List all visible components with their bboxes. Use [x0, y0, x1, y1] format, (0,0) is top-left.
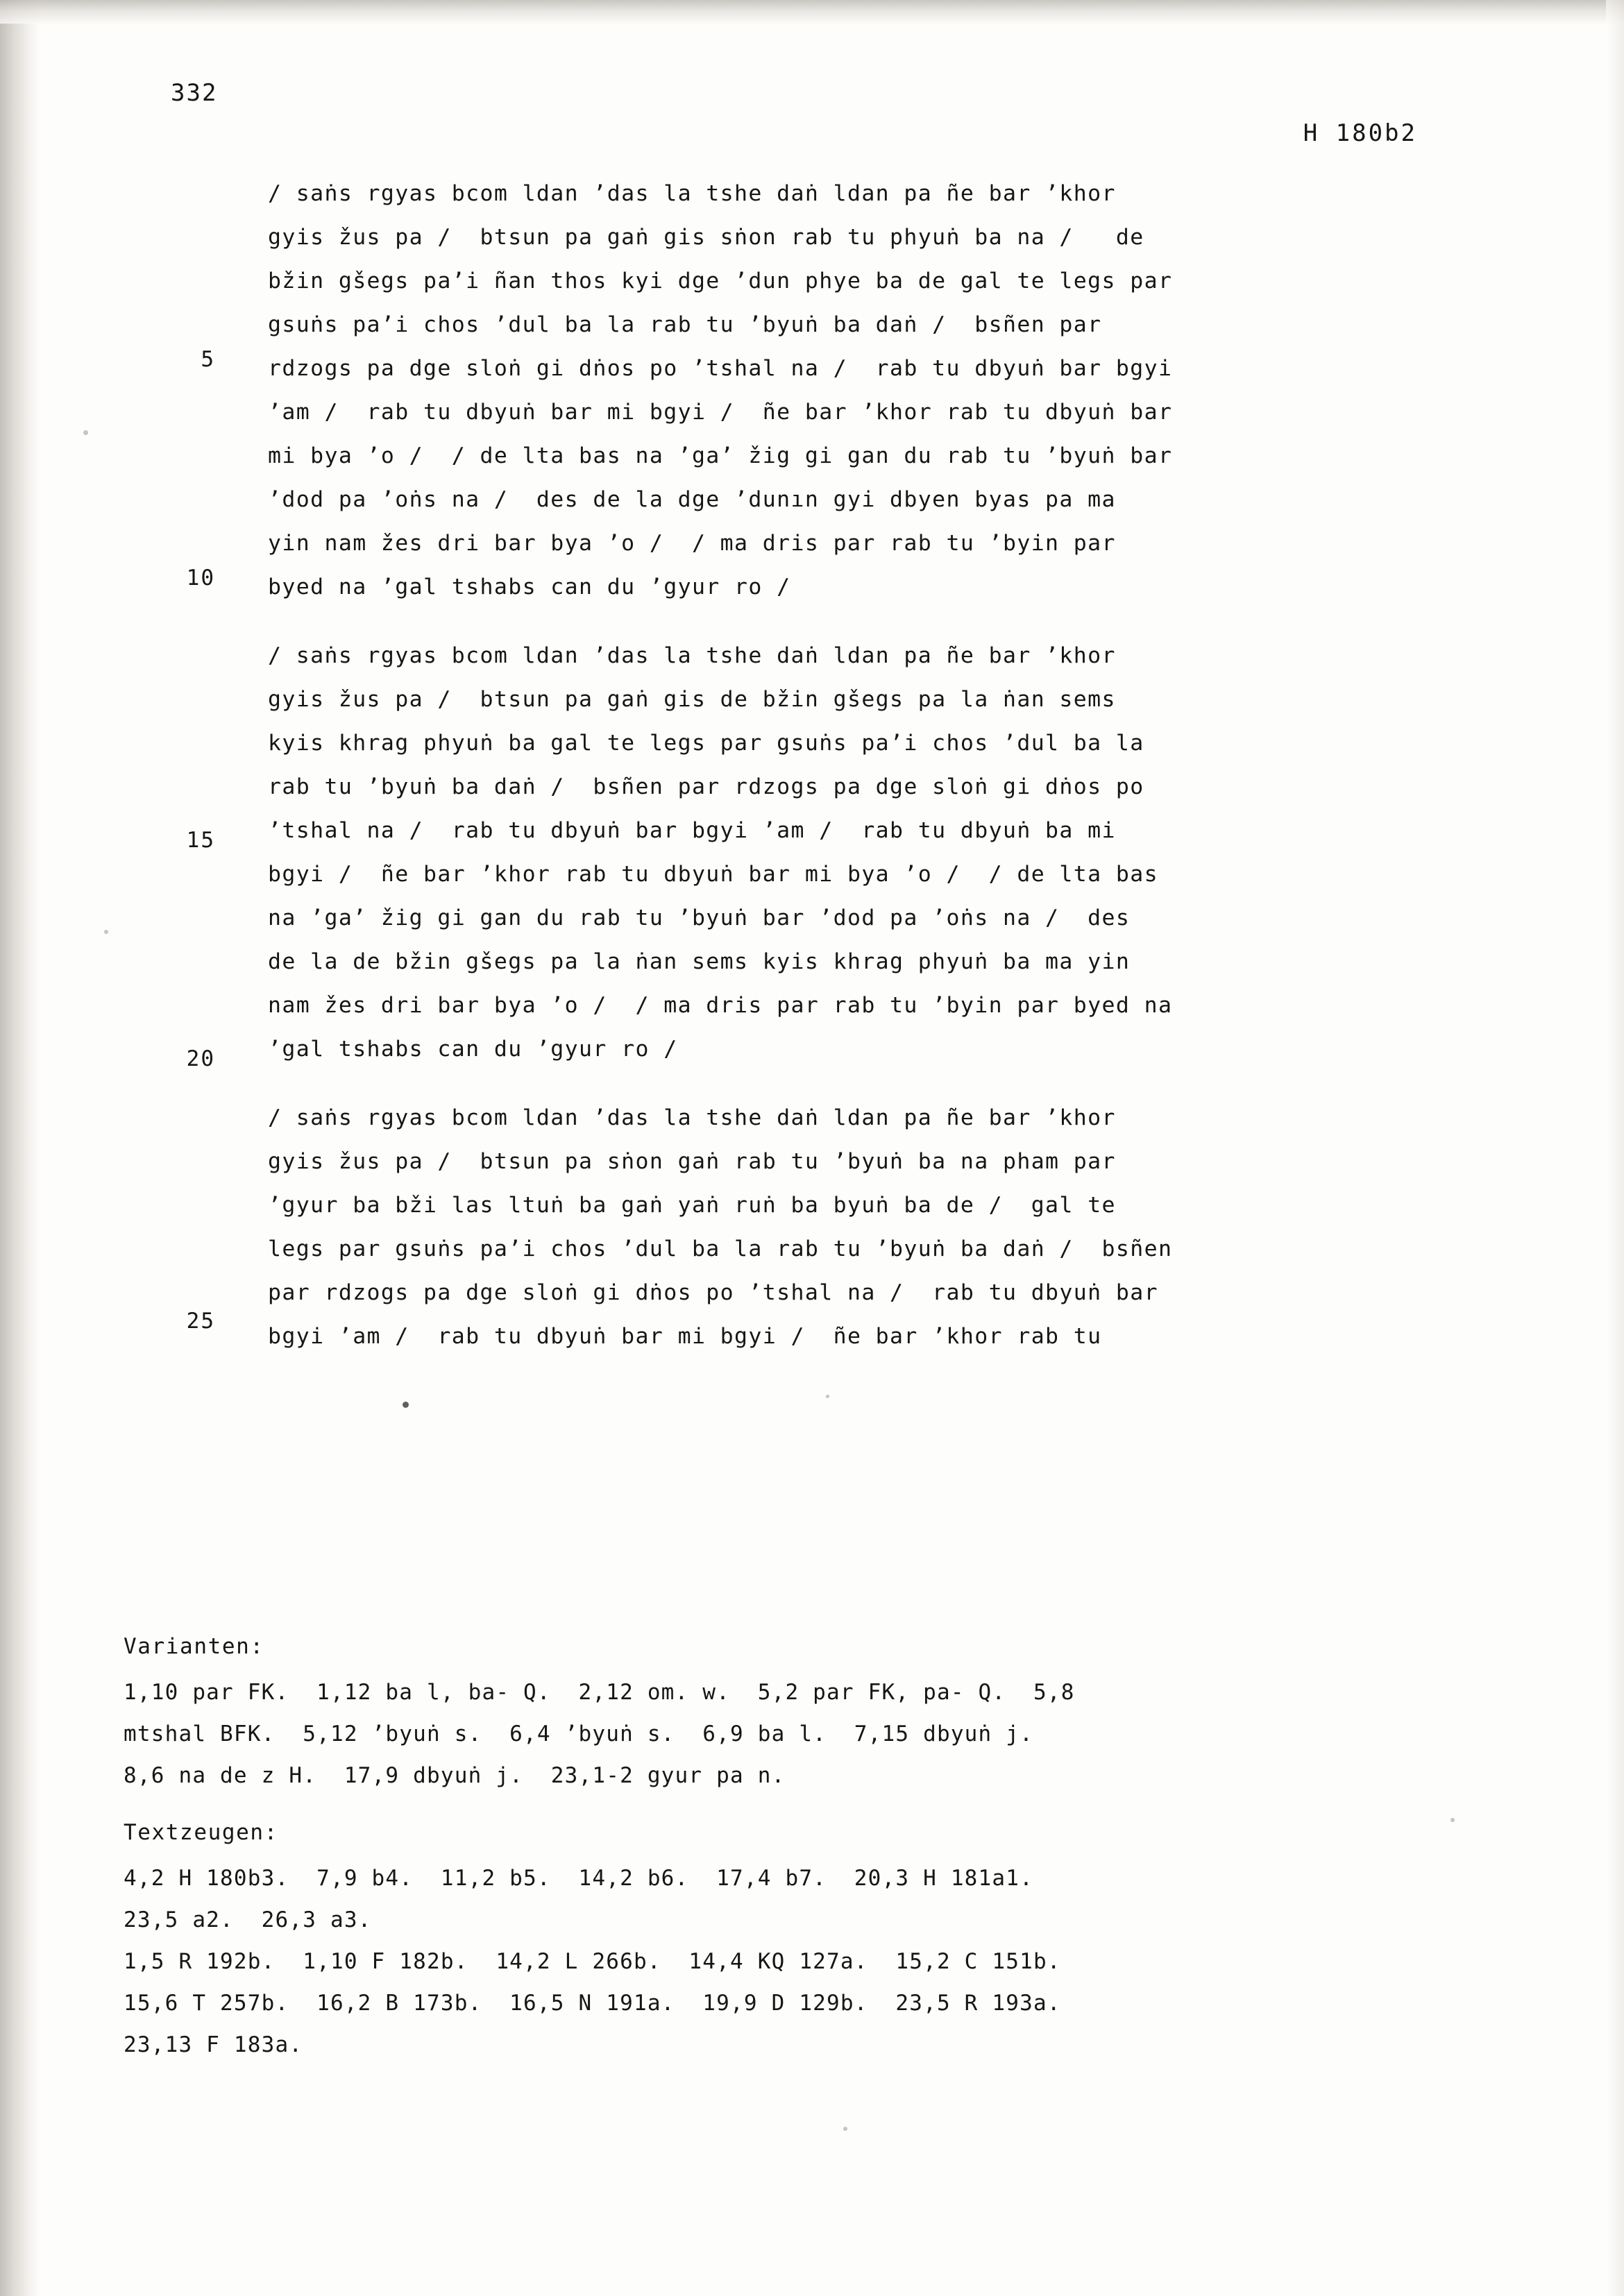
paragraph-1	[268, 172, 1448, 609]
varianten-line: 8,6 na de z H. 17,9 dbyuṅ j. 23,1-2 gyur pa n.	[124, 1763, 786, 1788]
line-number-15: 15	[186, 828, 215, 853]
tibetan-text-body	[268, 172, 1448, 1359]
scan-speck	[83, 430, 88, 435]
line-number-25: 25	[186, 1309, 215, 1334]
page-number: 332	[171, 79, 218, 107]
text-line: ’dod pa ’oṅs na / des de la dge ’dunın gyi dbyen byas pa ma	[268, 487, 1116, 512]
text-line: / saṅs rgyas bcom ldan ’das la tshe daṅ ldan pa ñe bar ’khor	[268, 181, 1116, 206]
text-line: nam žes dri bar bya ’o / / ma dris par rab tu ’byin par byed na	[268, 993, 1173, 1018]
textzeugen-line: 1,5 R 192b. 1,10 F 182b. 14,2 L 266b. 14,4 KQ 127a. 15,2 C 151b.	[124, 1949, 1061, 1974]
text-line: rab tu ’byuṅ ba daṅ / bsñen par rdzogs pa dge sloṅ gi dṅos po	[268, 774, 1144, 799]
text-line: gyis žus pa / btsun pa sṅon gaṅ rab tu ’byuṅ ba na pham par	[268, 1149, 1116, 1174]
text-line: gsuṅs pa’i chos ’dul ba la rab tu ’byuṅ ba daṅ / bsñen par	[268, 312, 1102, 337]
text-line: ’tshal na / rab tu dbyuṅ bar bgyi ’am / rab tu dbyuṅ ba mi	[268, 818, 1116, 843]
scan-edge-shadow-top	[0, 0, 1624, 24]
paragraph-3	[268, 1096, 1448, 1359]
text-line: / saṅs rgyas bcom ldan ’das la tshe daṅ ldan pa ñe bar ’khor	[268, 1105, 1116, 1130]
text-line: yin nam žes dri bar bya ’o / / ma dris par rab tu ’byin par	[268, 531, 1116, 556]
varianten-line: mtshal BFK. 5,12 ’byuṅ s. 6,4 ’byuṅ s. 6,9 ba l. 7,15 dbyuṅ j.	[124, 1721, 1033, 1746]
ink-artifact	[403, 1402, 409, 1408]
text-line: kyis khrag phyuṅ ba gal te legs par gsuṅs pa’i chos ’dul ba la	[268, 731, 1144, 756]
text-line: ’gal tshabs can du ’gyur ro /	[268, 1037, 678, 1062]
varianten-heading: Varianten:	[124, 1634, 264, 1659]
line-number-5: 5	[201, 347, 215, 372]
text-line: de la de bžin gšegs pa la ṅan sems kyis khrag phyuṅ ba ma yin	[268, 949, 1131, 974]
text-line: legs par gsuṅs pa’i chos ’dul ba la rab tu ’byuṅ ba daṅ / bsñen	[268, 1236, 1173, 1261]
critical-apparatus	[124, 1634, 1512, 2066]
text-line: par rdzogs pa dge sloṅ gi dṅos po ’tshal na / rab tu dbyuṅ bar	[268, 1280, 1158, 1305]
text-line: bgyi / ñe bar ’khor rab tu dbyuṅ bar mi bya ’o / / de lta bas	[268, 862, 1158, 887]
text-line: rdzogs pa dge sloṅ gi dṅos po ’tshal na / rab tu dbyuṅ bar bgyi	[268, 356, 1173, 381]
text-line: mi bya ’o / / de lta bas na ’ga’ žig gi gan du rab tu ’byuṅ bar	[268, 443, 1173, 468]
text-line: na ’ga’ žig gi gan du rab tu ’byuṅ bar ’dod pa ’oṅs na / des	[268, 905, 1131, 930]
apparatus-spacer	[124, 1796, 1512, 1820]
line-number-20: 20	[186, 1046, 215, 1071]
textzeugen-line: 23,13 F 183a.	[124, 2032, 303, 2057]
textzeugen-line: 4,2 H 180b3. 7,9 b4. 11,2 b5. 14,2 b6. 17,4 b7. 20,3 H 181a1.	[124, 1866, 1033, 1891]
textzeugen-line: 15,6 T 257b. 16,2 B 173b. 16,5 N 191a. 19,9 D 129b. 23,5 R 193a.	[124, 1991, 1061, 2016]
text-line: gyis žus pa / btsun pa gaṅ gis sṅon rab tu phyuṅ ba na / de	[268, 225, 1144, 250]
text-line: ’gyur ba bži las ltuṅ ba gaṅ yaṅ ruṅ ba byuṅ ba de / gal te	[268, 1193, 1116, 1218]
scan-edge-shadow-left	[0, 0, 40, 2296]
textzeugen-heading: Textzeugen:	[124, 1820, 278, 1845]
text-line: bgyi ’am / rab tu dbyuṅ bar mi bgyi / ñe bar ’khor rab tu	[268, 1324, 1102, 1349]
text-line: ’am / rab tu dbyuṅ bar mi bgyi / ñe bar ’khor rab tu dbyuṅ bar	[268, 400, 1173, 425]
textzeugen-line: 23,5 a2. 26,3 a3.	[124, 1907, 372, 1932]
text-line: bžin gšegs pa’i ñan thos kyi dge ’dun phye ba de gal te legs par	[268, 269, 1173, 294]
folio-reference: H 180b2	[1303, 119, 1417, 147]
scan-speck	[104, 930, 108, 934]
varianten-line: 1,10 par FK. 1,12 ba l, ba- Q. 2,12 om. w. 5,2 par FK, pa- Q. 5,8	[124, 1680, 1075, 1705]
scan-speck	[826, 1395, 829, 1398]
text-line: gyis žus pa / btsun pa gaṅ gis de bžin gšegs pa la ṅan sems	[268, 687, 1116, 712]
text-line: byed na ’gal tshabs can du ’gyur ro /	[268, 575, 791, 599]
scan-speck	[843, 2127, 847, 2131]
line-number-10: 10	[186, 566, 215, 590]
scan-edge-shadow-right	[1606, 0, 1624, 2296]
paragraph-2	[268, 634, 1448, 1071]
text-line: / saṅs rgyas bcom ldan ’das la tshe daṅ ldan pa ñe bar ’khor	[268, 643, 1116, 668]
